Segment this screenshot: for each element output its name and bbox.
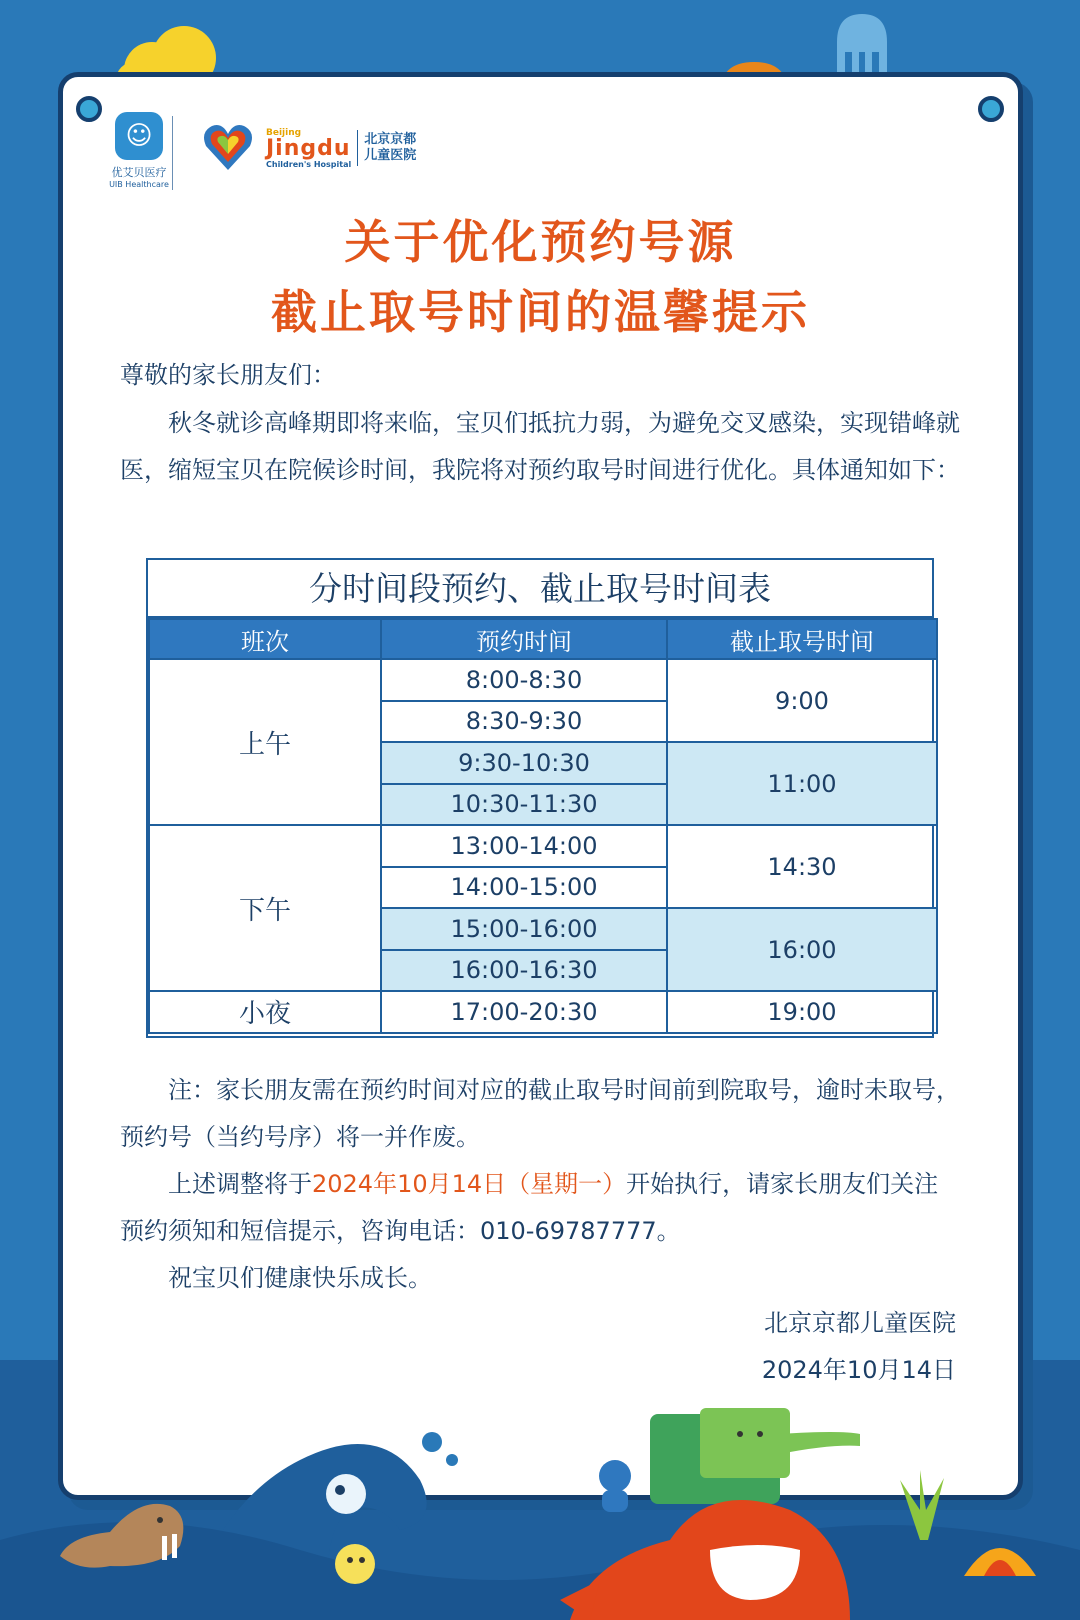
- deadline-cell: 19:00: [667, 991, 937, 1033]
- deadline-cell: 16:00: [667, 908, 937, 991]
- table-row: [149, 991, 937, 1033]
- uib-name-en: UIB Healthcare: [109, 180, 169, 189]
- slot-cell: 8:30-9:30: [381, 701, 667, 743]
- fish-decoration: [320, 1470, 380, 1520]
- logo-cn-line2: 儿童医院: [364, 148, 417, 163]
- header-deadline: 截止取号时间: [667, 619, 937, 659]
- note2-post: 开始执行，请家长朋友们关注预约须知和短信提示，咨询电话：010-69787777。: [120, 1170, 939, 1245]
- chick-decoration: [330, 1540, 380, 1586]
- shift-afternoon: 下午: [149, 825, 381, 991]
- deadline-cell: 9:00: [667, 659, 937, 742]
- intro-paragraph: 秋冬就诊高峰期即将来临，宝贝们抵抗力弱，为避免交叉感染，实现错峰就医，缩短宝贝在院候诊时间，我院将对预约取号时间进行优化。具体通知如下：: [120, 409, 960, 484]
- uib-smile-icon: ☺: [115, 112, 163, 160]
- signature-org: 北京京都儿童医院: [764, 1309, 956, 1337]
- logo-childrens-hospital-en: Children's Hospital: [266, 159, 352, 169]
- walrus-decoration: [50, 1476, 200, 1576]
- slot-cell: 10:30-11:30: [381, 784, 667, 826]
- logo-jingdu-word: Jingdu: [266, 135, 351, 161]
- effective-date-highlight: 2024年10月14日（星期一）: [312, 1170, 627, 1198]
- note2-pre: 上述调整将于: [168, 1170, 312, 1198]
- notice-title-line1: 关于优化预约号源: [344, 215, 737, 269]
- logo-cn-line1: 北京京都: [364, 132, 417, 147]
- note-wish: 祝宝贝们健康快乐成长。: [168, 1264, 432, 1292]
- table-header-row: [149, 619, 937, 659]
- header-shift: 班次: [149, 619, 381, 659]
- slot-cell: 13:00-14:00: [381, 825, 667, 867]
- table-caption: 分时间段预约、截止取号时间表: [148, 560, 932, 618]
- heart-logo-icon: [200, 120, 256, 176]
- slot-cell: 8:00-8:30: [381, 659, 667, 701]
- deadline-cell: 14:30: [667, 825, 937, 908]
- shift-morning: 上午: [149, 659, 381, 825]
- shift-night: 小夜: [149, 991, 381, 1033]
- uib-healthcare-logo: [96, 112, 182, 189]
- jellyfish-blue-decoration: [832, 12, 892, 78]
- logo-divider: [172, 116, 173, 190]
- whale-decoration: [560, 1470, 860, 1620]
- note-deadline-rule: 注：家长朋友需在预约时间对应的截止取号时间前到院取号，逾时未取号，预约号（当约号序）将一并作废。: [120, 1076, 960, 1151]
- slot-cell: 16:00-16:30: [381, 950, 667, 992]
- seaweed-decoration: [890, 1470, 950, 1540]
- slot-cell: 15:00-16:00: [381, 908, 667, 950]
- logo-beijing-text: Beijing: [266, 127, 302, 138]
- schedule-table: [146, 558, 934, 1038]
- shell-decoration: [960, 1530, 1040, 1580]
- header-appointment-time: 预约时间: [381, 619, 667, 659]
- notice-title-line2: 截止取号时间的温馨提示: [271, 285, 810, 339]
- logo-separator: [357, 130, 358, 166]
- deadline-cell: 11:00: [667, 742, 937, 825]
- pin-right: [978, 96, 1004, 122]
- uib-name-cn: 优艾贝医疗: [111, 166, 167, 179]
- note-effective-date: [120, 1161, 960, 1255]
- slot-cell: 9:30-10:30: [381, 742, 667, 784]
- table-row: [149, 659, 937, 701]
- table-row: [149, 825, 937, 867]
- slot-cell: 17:00-20:30: [381, 991, 667, 1033]
- notes-section: [120, 1067, 960, 1302]
- salutation: 尊敬的家长朋友们：: [120, 361, 336, 389]
- signature-date: 2024年10月14日: [761, 1356, 956, 1384]
- slot-cell: 14:00-15:00: [381, 867, 667, 909]
- jingdu-hospital-logo: [200, 120, 416, 176]
